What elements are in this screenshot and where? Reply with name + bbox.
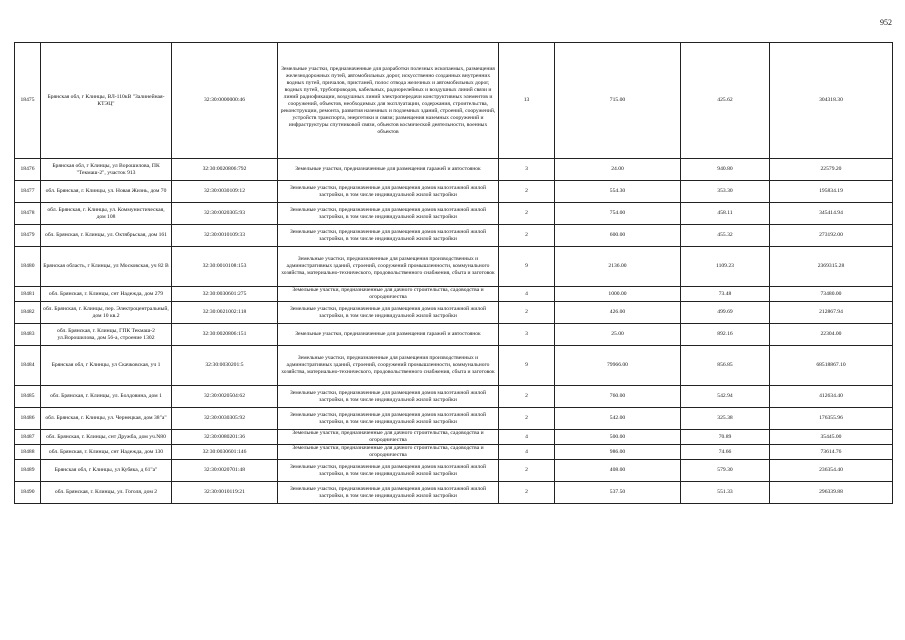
cadastral-value-cell: 22579.20 — [770, 159, 893, 181]
table-row — [15, 408, 893, 430]
address-cell: обл. Брянская, г. Клинцы, снт Надежда, дом 279 — [41, 287, 172, 302]
rate-cell: 325.38 — [681, 408, 770, 430]
area-cell: 537.50 — [555, 482, 681, 504]
table-row — [15, 43, 893, 159]
group-cell: 2 — [499, 408, 555, 430]
group-cell: 3 — [499, 159, 555, 181]
land-use-cell: Земельные участки, предназначенные для размещения домов малоэтажной жилой застройки, в том числе индивидуальной жилой застройки — [278, 302, 499, 324]
group-cell: 2 — [499, 181, 555, 203]
address-cell: Брянская область, г Клинцы, ул Московская, уч 82 В — [41, 247, 172, 287]
area-cell: 600.00 — [555, 225, 681, 247]
cadastral-number-cell: 32:30:0030601:275 — [172, 287, 278, 302]
address-cell: обл. Брянская, г. Клинцы, ул. Чернецкая, дом 38"а" — [41, 408, 172, 430]
table-row — [15, 302, 893, 324]
row-number: 18480 — [15, 247, 41, 287]
group-cell: 2 — [499, 302, 555, 324]
table-row — [15, 287, 893, 302]
cadastral-value-cell: 22304.00 — [770, 324, 893, 346]
cadastral-value-cell: 304318.30 — [770, 43, 893, 159]
rate-cell: 455.32 — [681, 225, 770, 247]
rate-cell: 499.69 — [681, 302, 770, 324]
rate-cell: 892.16 — [681, 324, 770, 346]
row-number: 18487 — [15, 430, 41, 445]
area-cell: 554.30 — [555, 181, 681, 203]
table-row — [15, 346, 893, 386]
cadastral-number-cell: 32:30:0010119:21 — [172, 482, 278, 504]
land-use-cell: Земельные участки, предназначенные для дачного строительства, садоводства и огородничества — [278, 430, 499, 445]
cadastral-number-cell: 32:30:0030601:146 — [172, 445, 278, 460]
row-number: 18484 — [15, 346, 41, 386]
table-row — [15, 324, 893, 346]
cadastral-value-cell: 176355.96 — [770, 408, 893, 430]
area-cell: 542.00 — [555, 408, 681, 430]
group-cell: 9 — [499, 346, 555, 386]
cadastral-number-cell: 32:30:0030109:12 — [172, 181, 278, 203]
cadastral-number-cell: 32:30:0030305:92 — [172, 408, 278, 430]
cadastral-value-cell: 296339.88 — [770, 482, 893, 504]
row-number: 18488 — [15, 445, 41, 460]
row-number: 18489 — [15, 460, 41, 482]
group-cell: 9 — [499, 247, 555, 287]
table-row — [15, 181, 893, 203]
area-cell: 986.00 — [555, 445, 681, 460]
area-cell: 500.00 — [555, 430, 681, 445]
row-number: 18490 — [15, 482, 41, 504]
area-cell: 426.00 — [555, 302, 681, 324]
cadastral-value-cell: 212867.94 — [770, 302, 893, 324]
land-use-cell: Земельные участки, предназначенные для размещения домов малоэтажной жилой застройки, в том числе индивидуальной жилой застройки — [278, 408, 499, 430]
address-cell: Брянская обл, г Клинцы, ул Скачковская, уч 1 — [41, 346, 172, 386]
group-cell: 2 — [499, 482, 555, 504]
rate-cell: 551.33 — [681, 482, 770, 504]
land-use-cell: Земельные участки, предназначенные для размещения домов малоэтажной жилой застройки, в том числе индивидуальной жилой застройки — [278, 460, 499, 482]
group-cell: 2 — [499, 460, 555, 482]
cadastral-value-cell: 345414.94 — [770, 203, 893, 225]
rate-cell: 74.66 — [681, 445, 770, 460]
page-number: 952 — [880, 18, 892, 27]
area-cell: 25.00 — [555, 324, 681, 346]
row-number: 18481 — [15, 287, 41, 302]
table-row — [15, 203, 893, 225]
cadastral-value-cell: 2369315.28 — [770, 247, 893, 287]
row-number: 18483 — [15, 324, 41, 346]
land-use-cell: Земельные участки, предназначенные для размещения домов малоэтажной жилой застройки, в том числе индивидуальной жилой застройки — [278, 203, 499, 225]
land-use-cell: Земельные участки, предназначенные для размещения домов малоэтажной жилой застройки, в том числе индивидуальной жилой застройки — [278, 225, 499, 247]
cadastral-number-cell: 32:30:0000000:46 — [172, 43, 278, 159]
rate-cell: 353.30 — [681, 181, 770, 203]
address-cell: обл. Брянская, г. Клинцы, ул. Октябрьская, дом 161 — [41, 225, 172, 247]
group-cell: 4 — [499, 445, 555, 460]
row-number: 18479 — [15, 225, 41, 247]
registry-body — [15, 43, 893, 504]
land-use-cell: Земельные участки, предназначенные для размещения гаражей и автостоянок — [278, 324, 499, 346]
cadastral-number-cell: 32:30:0020806:151 — [172, 324, 278, 346]
land-use-cell: Земельные участки, предназначенные для размещения домов малоэтажной жилой застройки, в том числе индивидуальной жилой застройки — [278, 482, 499, 504]
rate-cell: 579.30 — [681, 460, 770, 482]
land-use-cell: Земельные участки, предназначенные для размещения производственных и административных зданий, строений, сооружений промышленности, коммунального хозяйства, материально-технического, продовольственного снабжения, сбыта и заготовок — [278, 346, 499, 386]
area-cell: 408.00 — [555, 460, 681, 482]
land-use-cell: Земельные участки, предназначенные для дачного строительства, садоводства и огородничества — [278, 287, 499, 302]
row-number: 18485 — [15, 386, 41, 408]
table-row — [15, 225, 893, 247]
land-use-cell: Земельные участки, предназначенные для размещения домов малоэтажной жилой застройки, в том числе индивидуальной жилой застройки — [278, 386, 499, 408]
address-cell: обл. Брянская, г. Клинцы, ГПК Текмаш-2 ул.Ворошилова, дом 56-а, строение 1302 — [41, 324, 172, 346]
land-use-cell: Земельные участки, предназначенные для размещения домов малоэтажной жилой застройки, в том числе индивидуальной жилой застройки — [278, 181, 499, 203]
cadastral-number-cell: 32:30:0080201:36 — [172, 430, 278, 445]
cadastral-value-cell: 236354.40 — [770, 460, 893, 482]
rate-cell: 73.48 — [681, 287, 770, 302]
cadastral-value-cell: 273192.00 — [770, 225, 893, 247]
cadastral-value-cell: 73614.76 — [770, 445, 893, 460]
area-cell: 754.00 — [555, 203, 681, 225]
table-row — [15, 247, 893, 287]
table-row — [15, 445, 893, 460]
area-cell: 715.00 — [555, 43, 681, 159]
table-row — [15, 159, 893, 181]
cadastral-value-cell: 195834.19 — [770, 181, 893, 203]
land-use-cell: Земельные участки, предназначенные для размещения гаражей и автостоянок — [278, 159, 499, 181]
cadastral-number-cell: 32:30:0020806:792 — [172, 159, 278, 181]
table-row — [15, 482, 893, 504]
area-cell: 24.00 — [555, 159, 681, 181]
table-row — [15, 460, 893, 482]
row-number: 18478 — [15, 203, 41, 225]
rate-cell: 425.62 — [681, 43, 770, 159]
land-use-cell: Земельные участки, предназначенные для разработки полезных ископаемых, размещения железнодорожных путей, автомобильных дорог, искусственно созданных внутренних водных путей, причалов, пристаней, полос отвода железных и автомобильных дорог, водных путей, трубопроводов, кабельных, радиорелейных и воздушных линий связи и линий радиофикации, воздушных линий электропередачи конструктивных элементов и сооружений, объектов, необходимых для эксплуатации, содержания, строительства, реконструкции, ремонта, развития наземных и подземных зданий, строений, сооружений, устройств транспорта, энергетики и связи; размещения наземных сооружений и инфраструктуры спутниковой связи, объектов космической деятельности, военных объектов — [278, 43, 499, 159]
cadastral-number-cell: 32:30:0020701:48 — [172, 460, 278, 482]
cadastral-value-cell: 68518867.10 — [770, 346, 893, 386]
address-cell: Брянская обл, г Клинцы, ул Кубяка, д 61"а" — [41, 460, 172, 482]
area-cell: 1000.00 — [555, 287, 681, 302]
address-cell: обл. Брянская, г. Клинцы, снт Дружба, дом уч.N80 — [41, 430, 172, 445]
cadastral-value-cell: 73480.00 — [770, 287, 893, 302]
row-number: 18475 — [15, 43, 41, 159]
land-registry-table — [14, 42, 893, 504]
row-number: 18476 — [15, 159, 41, 181]
cadastral-number-cell: 32:30:0021002:118 — [172, 302, 278, 324]
rate-cell: 1109.23 — [681, 247, 770, 287]
rate-cell: 856.85 — [681, 346, 770, 386]
rate-cell: 70.89 — [681, 430, 770, 445]
address-cell: Брянская обл, г Клинцы, ул Ворошилова, ПК "Текмаш-2", участок 913 — [41, 159, 172, 181]
table-row — [15, 386, 893, 408]
group-cell: 2 — [499, 225, 555, 247]
group-cell: 4 — [499, 430, 555, 445]
address-cell: обл. Брянская, г. Клинцы, пер. Электроцентральный, дом 10 кв.2 — [41, 302, 172, 324]
group-cell: 2 — [499, 386, 555, 408]
row-number: 18477 — [15, 181, 41, 203]
table-row — [15, 430, 893, 445]
group-cell: 2 — [499, 203, 555, 225]
group-cell: 4 — [499, 287, 555, 302]
cadastral-number-cell: 32:30:0010109:33 — [172, 225, 278, 247]
cadastral-number-cell: 32:30:0020504:62 — [172, 386, 278, 408]
rate-cell: 458.11 — [681, 203, 770, 225]
row-number: 18486 — [15, 408, 41, 430]
row-number: 18482 — [15, 302, 41, 324]
address-cell: обл. Брянская, г. Клинцы, ул. Коммунистическая, дом 108 — [41, 203, 172, 225]
area-cell: 2136.00 — [555, 247, 681, 287]
rate-cell: 542.94 — [681, 386, 770, 408]
address-cell: обл. Брянская, г. Клинцы, ул. Болдовина, дом 1 — [41, 386, 172, 408]
land-use-cell: Земельные участки, предназначенные для размещения производственных и административных зданий, строений, сооружений промышленности, коммунального хозяйства, материально-технического, продовольственного снабжения, сбыта и заготовок — [278, 247, 499, 287]
group-cell: 13 — [499, 43, 555, 159]
cadastral-value-cell: 35445.00 — [770, 430, 893, 445]
address-cell: обл. Брянская, г. Клинцы, ул. Гоголя, дом 2 — [41, 482, 172, 504]
cadastral-number-cell: 32:30:0030201:5 — [172, 346, 278, 386]
cadastral-number-cell: 32:30:0020305:93 — [172, 203, 278, 225]
address-cell: Брянская обл, г Клинцы, ВЛ-110кВ "Залинейная-КТЭЦ" — [41, 43, 172, 159]
land-use-cell: Земельные участки, предназначенные для дачного строительства, садоводства и огородничества — [278, 445, 499, 460]
cadastral-number-cell: 32:30:0010108:153 — [172, 247, 278, 287]
rate-cell: 940.80 — [681, 159, 770, 181]
group-cell: 3 — [499, 324, 555, 346]
area-cell: 79966.00 — [555, 346, 681, 386]
address-cell: обл. Брянская, г. Клинцы, снт Надежда, дом 130 — [41, 445, 172, 460]
area-cell: 760.00 — [555, 386, 681, 408]
cadastral-value-cell: 412634.40 — [770, 386, 893, 408]
address-cell: обл. Брянская, г. Клинцы, ул. Новая Жизнь, дом 70 — [41, 181, 172, 203]
